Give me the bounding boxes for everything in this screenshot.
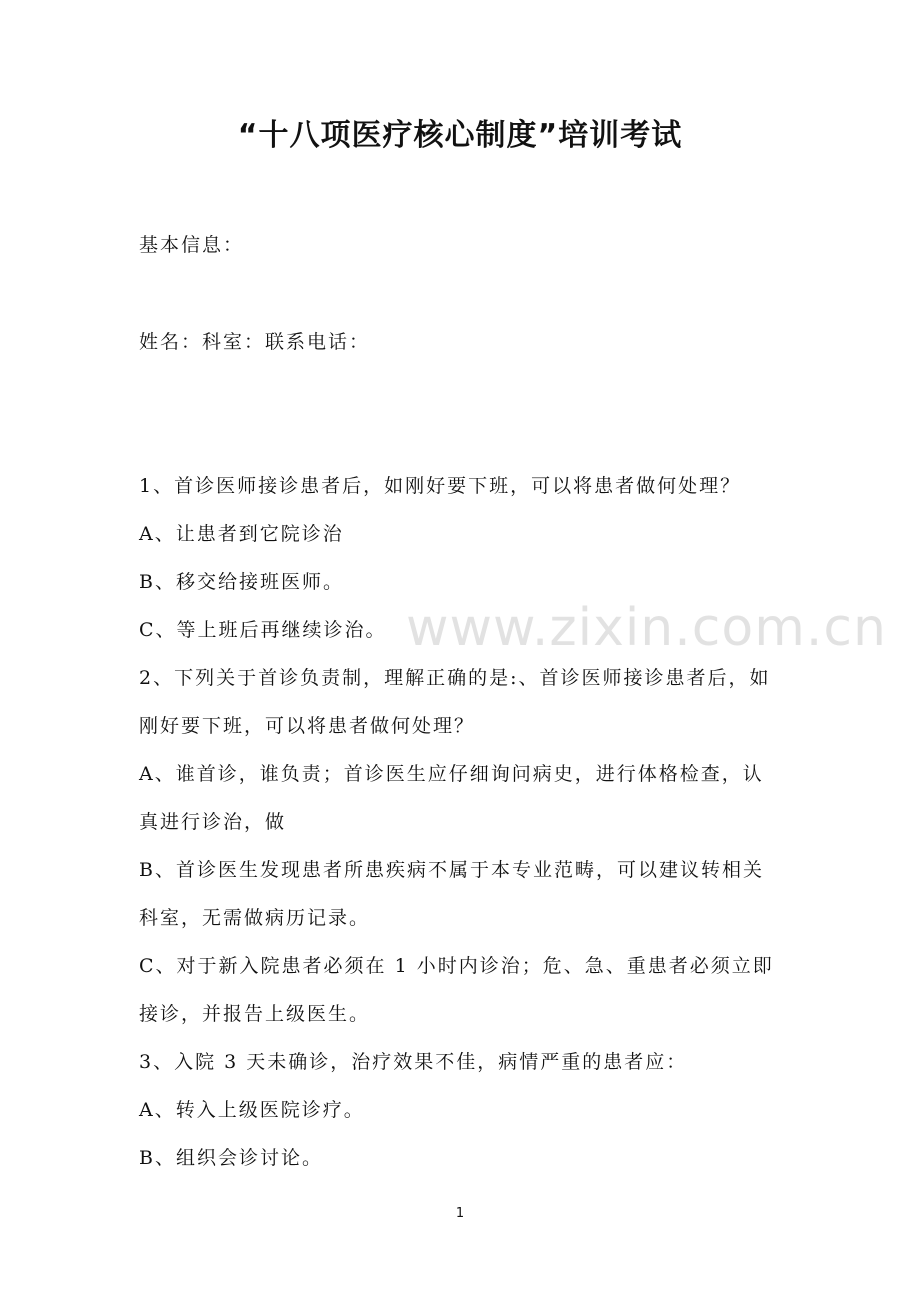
question-2-stem-line-1: 2、下列关于首诊负责制，理解正确的是:、首诊医师接诊患者后，如 bbox=[139, 667, 771, 689]
personal-fields-line: 姓名：科室：联系电话： bbox=[139, 331, 371, 353]
question-2-option-c-line-1: C、对于新入院患者必须在 1 小时内诊治；危、急、重患者必须立即 bbox=[139, 955, 774, 977]
question-1-option-a: A、让患者到它院诊治 bbox=[139, 523, 344, 545]
document-title: “十八项医疗核心制度”培训考试 bbox=[237, 118, 683, 153]
basic-info-label: 基本信息： bbox=[139, 234, 245, 256]
question-1-option-c: C、等上班后再继续诊治。 bbox=[139, 619, 387, 641]
question-1-stem: 1、首诊医师接诊患者后，如刚好要下班，可以将患者做何处理？ bbox=[139, 475, 742, 497]
question-2-stem-line-2: 刚好要下班，可以将患者做何处理？ bbox=[139, 715, 476, 737]
question-1-option-b: B、移交给接班医师。 bbox=[139, 571, 344, 593]
question-2-option-a-line-2: 真进行诊治，做 bbox=[139, 811, 287, 833]
question-3-option-b: B、组织会诊讨论。 bbox=[139, 1147, 323, 1169]
question-2-option-b-line-2: 科室，无需做病历记录。 bbox=[139, 907, 371, 929]
question-3-stem: 3、入院 3 天未确诊，治疗效果不佳，病情严重的患者应： bbox=[139, 1051, 688, 1073]
question-2-option-c-line-2: 接诊，并报告上级医生。 bbox=[139, 1003, 371, 1025]
question-2-option-a-line-1: A、谁首诊，谁负责；首诊医生应仔细询问病史，进行体格检查，认 bbox=[139, 763, 764, 785]
question-3-option-a: A、转入上级医院诊疗。 bbox=[139, 1099, 365, 1121]
watermark: www.zixin.com.cn bbox=[406, 598, 887, 658]
question-2-option-b-line-1: B、首诊医生发现患者所患疾病不属于本专业范畴，可以建议转相关 bbox=[139, 859, 764, 881]
page-number: 1 bbox=[455, 1206, 465, 1221]
